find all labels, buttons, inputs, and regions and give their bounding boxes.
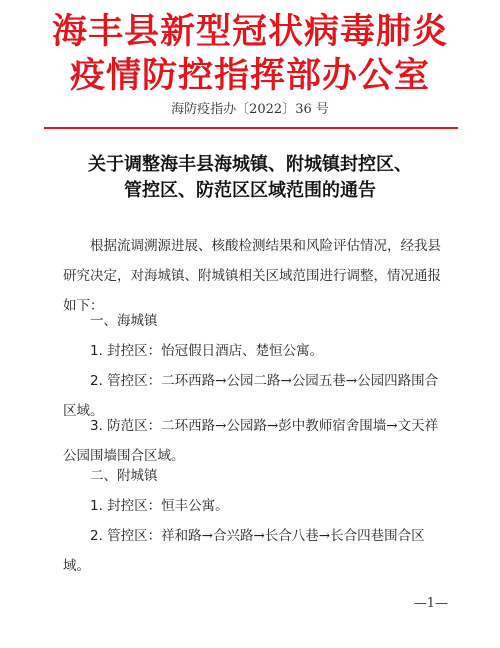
item-label: 2. 管控区	[90, 373, 148, 389]
item-label: 3. 防范区	[90, 418, 148, 434]
intro-paragraph: 根据流调溯源进展、核酸检测结果和风险评估情况，经我县研究决定，对海城镇、附城镇相关区域范围进行调整，情况通报如下：	[63, 238, 441, 314]
notice-title-line1: 关于调整海丰县海城镇、附城镇封控区、	[88, 154, 412, 175]
section-heading-haicheng: 一、海城镇	[90, 313, 158, 329]
haicheng-item-lockdown-zone	[63, 336, 447, 366]
item-text: ：恒丰公寓。	[147, 498, 229, 514]
item-label: 1. 封控区	[90, 343, 148, 359]
section-heading-fucheng: 二、附城镇	[90, 468, 158, 484]
item-text: ：二环西路→公园二路→公园五巷→公园四路围合区域。	[63, 373, 439, 419]
notice-title-line2: 管控区、防范区区域范围的通告	[124, 180, 376, 201]
item-label: 2. 管控区	[90, 528, 148, 544]
header-red-rule	[44, 127, 458, 129]
item-text: ：怡冠假日酒店、楚恒公寓。	[147, 343, 324, 359]
fucheng-item-lockdown-zone	[63, 491, 447, 521]
item-text: ：二环西路→公园路→彭中教师宿舍围墙→文天祥公园围墙围合区域。	[63, 418, 439, 464]
document-number: 海防疫指办〔2022〕36 号	[171, 102, 329, 117]
page-number: —1—	[413, 596, 448, 611]
item-text: ：祥和路→合兴路→长合八巷→长合四巷围合区域。	[63, 528, 425, 574]
item-label: 1. 封控区	[90, 498, 148, 514]
header-title-line2: 疫情防控指挥部办公室	[69, 55, 430, 96]
fucheng-item-control-zone	[63, 521, 447, 581]
header-title-line1: 海丰县新型冠状病毒肺炎	[51, 11, 448, 52]
